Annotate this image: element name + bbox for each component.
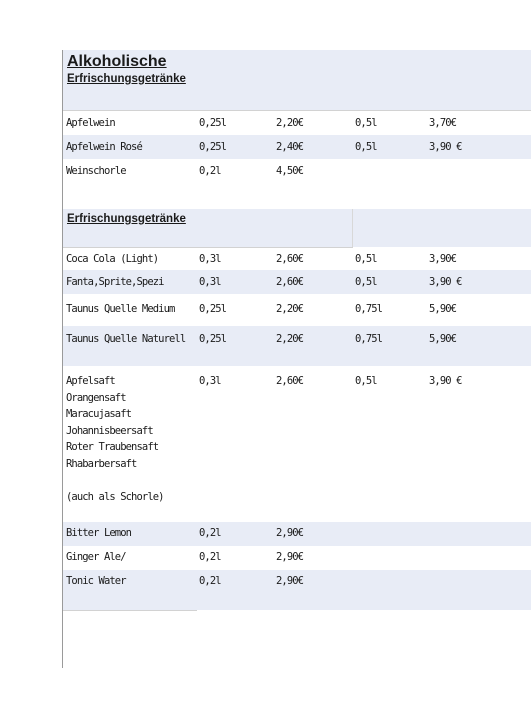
item-volume-small: 0,2l: [199, 551, 221, 563]
row-separator: [63, 110, 531, 111]
item-price-large: 3,90 €: [429, 141, 462, 153]
item-name: Ginger Ale/: [66, 551, 126, 563]
row-separator: [63, 247, 353, 248]
item-name: Taunus Quelle Medium: [66, 303, 175, 315]
item-name: Apfelwein: [66, 117, 115, 129]
item-price-small: 2,20€: [276, 117, 304, 129]
item-volume-small: 0,25l: [199, 141, 227, 153]
item-price-small: 2,20€: [276, 303, 304, 315]
item-volume-large: 0,5l: [355, 375, 377, 387]
item-name-juices: Apfelsaft Orangensaft Maracujasaft Johannisbeersaft Roter Traubensaft Rhabarbersaft (auch als Schorle): [66, 375, 164, 503]
item-price-small: 2,90€: [276, 527, 304, 539]
item-volume-small: 0,25l: [199, 333, 227, 345]
item-name: Apfelwein Rosé: [66, 141, 142, 153]
item-volume-large: 0,5l: [355, 276, 377, 288]
item-price-large: 3,90€: [429, 253, 457, 265]
item-price-small: 2,60€: [276, 375, 304, 387]
section-subtitle-erfrischungsgetraenke: Erfrischungsgetränke: [67, 73, 186, 85]
item-name: Taunus Quelle Naturell: [66, 333, 186, 345]
item-volume-small: 0,3l: [199, 375, 221, 387]
section-title-alkoholische: Alkoholische: [67, 53, 167, 70]
item-volume-large: 0,5l: [355, 141, 377, 153]
item-volume-small: 0,2l: [199, 165, 221, 177]
item-price-large: 3,70€: [429, 117, 457, 129]
item-volume-small: 0,25l: [199, 303, 227, 315]
item-volume-small: 0,25l: [199, 117, 227, 129]
item-name: Weinschorle: [66, 165, 126, 177]
item-price-small: 2,20€: [276, 333, 304, 345]
item-volume-small: 0,3l: [199, 276, 221, 288]
item-price-small: 2,60€: [276, 253, 304, 265]
item-name: Fanta,Sprite,Spezi: [66, 276, 164, 288]
item-name: Bitter Lemon: [66, 527, 132, 539]
item-volume-large: 0,75l: [355, 303, 383, 315]
header-divider: [352, 209, 353, 247]
item-name: Tonic Water: [66, 575, 126, 587]
item-price-large: 3,90 €: [429, 276, 462, 288]
item-volume-large: 0,5l: [355, 253, 377, 265]
item-price-small: 2,40€: [276, 141, 304, 153]
item-name: Coca Cola (Light): [66, 253, 159, 265]
item-volume-large: 0,75l: [355, 333, 383, 345]
item-price-large: 5,90€: [429, 303, 457, 315]
item-volume-small: 0,3l: [199, 253, 221, 265]
section-title-erfrischungsgetraenke: Erfrischungsgetränke: [67, 213, 186, 225]
item-price-small: 2,60€: [276, 276, 304, 288]
item-volume-large: 0,5l: [355, 117, 377, 129]
item-price-small: 2,90€: [276, 551, 304, 563]
item-price-large: 3,90 €: [429, 375, 462, 387]
item-volume-small: 0,2l: [199, 527, 221, 539]
item-price-small: 2,90€: [276, 575, 304, 587]
item-price-small: 4,50€: [276, 165, 304, 177]
item-volume-small: 0,2l: [199, 575, 221, 587]
item-price-large: 5,90€: [429, 333, 457, 345]
row-separator: [63, 610, 197, 611]
